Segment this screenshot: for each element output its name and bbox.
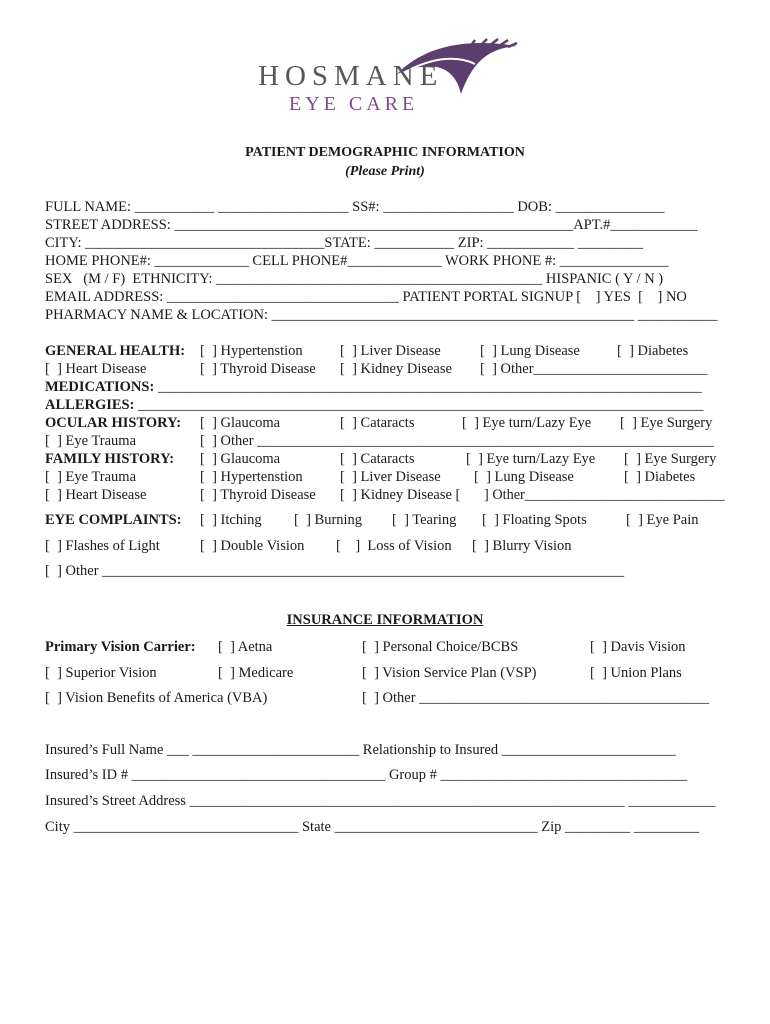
fh-thyroid-checkbox[interactable]: [ ] Thyroid Disease <box>200 487 316 503</box>
demographics-line-address[interactable]: STREET ADDRESS: _______________________________________________________APT.#____________ <box>45 217 698 233</box>
ins-vsp-checkbox[interactable]: [ ] Vision Service Plan (VSP) <box>362 665 537 681</box>
ec-tearing-checkbox[interactable]: [ ] Tearing <box>392 512 457 528</box>
ins-aetna-checkbox[interactable]: [ ] Aetna <box>218 639 273 655</box>
fh-eye-turn-checkbox[interactable]: [ ] Eye turn/Lazy Eye <box>466 451 596 467</box>
gh-other-checkbox[interactable]: [ ] Other________________________ <box>480 361 708 377</box>
medications-field[interactable]: ___________________________________________________________________________ <box>158 379 702 395</box>
ec-eye-pain-checkbox[interactable]: [ ] Eye Pain <box>626 512 699 528</box>
insured-name-line[interactable]: Insured’s Full Name ___ _______________________ Relationship to Insured ________________________ <box>45 742 676 758</box>
demographics-line-email[interactable]: EMAIL ADDRESS: ________________________________ PATIENT PORTAL SIGNUP [ ] YES [ ] NO <box>45 289 687 305</box>
oh-cataracts-checkbox[interactable]: [ ] Cataracts <box>340 415 415 431</box>
fh-kidney-checkbox[interactable]: [ ] Kidney Disease [ <box>340 487 461 503</box>
fh-diabetes-checkbox[interactable]: [ ] Diabetes <box>624 469 696 485</box>
ins-superior-checkbox[interactable]: [ ] Superior Vision <box>45 665 157 681</box>
ec-flashes-checkbox[interactable]: [ ] Flashes of Light <box>45 538 160 554</box>
ec-double-vision-checkbox[interactable]: [ ] Double Vision <box>200 538 305 554</box>
fh-glaucoma-checkbox[interactable]: [ ] Glaucoma <box>200 451 281 467</box>
fh-hypertension-checkbox[interactable]: [ ] Hypertenstion <box>200 469 303 485</box>
general-health-label: GENERAL HEALTH: <box>45 343 186 359</box>
gh-kidney-checkbox[interactable]: [ ] Kidney Disease <box>340 361 452 377</box>
fh-other-checkbox[interactable]: ] Other____________________________ <box>484 487 725 503</box>
oh-eye-surgery-checkbox[interactable]: [ ] Eye Surgery <box>620 415 713 431</box>
fh-liver-checkbox[interactable]: [ ] Liver Disease <box>340 469 441 485</box>
form-title: PATIENT DEMOGRAPHIC INFORMATION <box>245 145 525 160</box>
logo-name: HOSMANE <box>258 60 444 92</box>
oh-eye-turn-checkbox[interactable]: [ ] Eye turn/Lazy Eye <box>462 415 592 431</box>
gh-hypertension-checkbox[interactable]: [ ] Hypertenstion <box>200 343 303 359</box>
fh-lung-checkbox[interactable]: [ ] Lung Disease <box>474 469 574 485</box>
fh-heart-checkbox[interactable]: [ ] Heart Disease <box>45 487 147 503</box>
ins-vba-checkbox[interactable]: [ ] Vision Benefits of America (VBA) <box>45 690 268 706</box>
fh-cataracts-checkbox[interactable]: [ ] Cataracts <box>340 451 415 467</box>
logo-subtitle: EYE CARE <box>289 93 419 115</box>
demographics-line-city[interactable]: CITY: _________________________________STATE: ___________ ZIP: ____________ _________ <box>45 235 644 251</box>
ec-burning-checkbox[interactable]: [ ] Burning <box>294 512 363 528</box>
ins-davis-checkbox[interactable]: [ ] Davis Vision <box>590 639 686 655</box>
gh-diabetes-checkbox[interactable]: [ ] Diabetes <box>617 343 689 359</box>
form-subtitle: (Please Print) <box>345 164 425 179</box>
oh-glaucoma-checkbox[interactable]: [ ] Glaucoma <box>200 415 281 431</box>
primary-carrier-label: Primary Vision Carrier: <box>45 639 196 655</box>
ec-other-checkbox[interactable]: [ ] Other ________________________________________________________________________ <box>45 563 625 579</box>
oh-other-checkbox[interactable]: [ ] Other _______________________________________________________________ <box>200 433 714 449</box>
allergies-field[interactable]: ______________________________________________________________________________ <box>138 397 704 413</box>
ins-union-checkbox[interactable]: [ ] Union Plans <box>590 665 682 681</box>
ec-loss-of-vision-checkbox[interactable]: [ ] Loss of Vision <box>336 538 452 554</box>
ins-other-checkbox[interactable]: [ ] Other ________________________________________ <box>362 690 710 706</box>
insured-id-line[interactable]: Insured’s ID # ___________________________________ Group # __________________________________ <box>45 767 688 783</box>
eye-complaints-label: EYE COMPLAINTS: <box>45 512 182 528</box>
demographics-line-phones[interactable]: HOME PHONE#: _____________ CELL PHONE#_____________ WORK PHONE #: _______________ <box>45 253 669 269</box>
allergies-label: ALLERGIES: <box>45 397 135 413</box>
family-history-label: FAMILY HISTORY: <box>45 451 175 467</box>
gh-heart-checkbox[interactable]: [ ] Heart Disease <box>45 361 147 377</box>
ins-bcbs-checkbox[interactable]: [ ] Personal Choice/BCBS <box>362 639 519 655</box>
demographics-line-pharmacy[interactable]: PHARMACY NAME & LOCATION: __________________________________________________ ___________ <box>45 307 718 323</box>
insurance-title: INSURANCE INFORMATION <box>286 612 484 628</box>
oh-eye-trauma-checkbox[interactable]: [ ] Eye Trauma <box>45 433 137 449</box>
ocular-history-label: OCULAR HISTORY: <box>45 415 182 431</box>
fh-eye-trauma-checkbox[interactable]: [ ] Eye Trauma <box>45 469 137 485</box>
insured-street-line[interactable]: Insured’s Street Address ____________________________________________________________ ____________ <box>45 793 716 809</box>
ins-medicare-checkbox[interactable]: [ ] Medicare <box>218 665 294 681</box>
ec-floating-spots-checkbox[interactable]: [ ] Floating Spots <box>482 512 587 528</box>
gh-thyroid-checkbox[interactable]: [ ] Thyroid Disease <box>200 361 316 377</box>
ec-blurry-vision-checkbox[interactable]: [ ] Blurry Vision <box>472 538 572 554</box>
demographics-line-name[interactable]: FULL NAME: ___________ __________________ SS#: __________________ DOB: _______________ <box>45 199 665 215</box>
gh-lung-checkbox[interactable]: [ ] Lung Disease <box>480 343 580 359</box>
demographics-line-sex[interactable]: SEX (M / F) ETHNICITY: _____________________________________________ HISPANIC ( Y / N ) <box>45 271 664 287</box>
ec-itching-checkbox[interactable]: [ ] Itching <box>200 512 262 528</box>
insured-city-line[interactable]: City _______________________________ State ____________________________ Zip _________ _________ <box>45 819 700 835</box>
gh-liver-checkbox[interactable]: [ ] Liver Disease <box>340 343 441 359</box>
medications-label: MEDICATIONS: <box>45 379 155 395</box>
clinic-logo <box>255 38 525 118</box>
fh-eye-surgery-checkbox[interactable]: [ ] Eye Surgery <box>624 451 717 467</box>
